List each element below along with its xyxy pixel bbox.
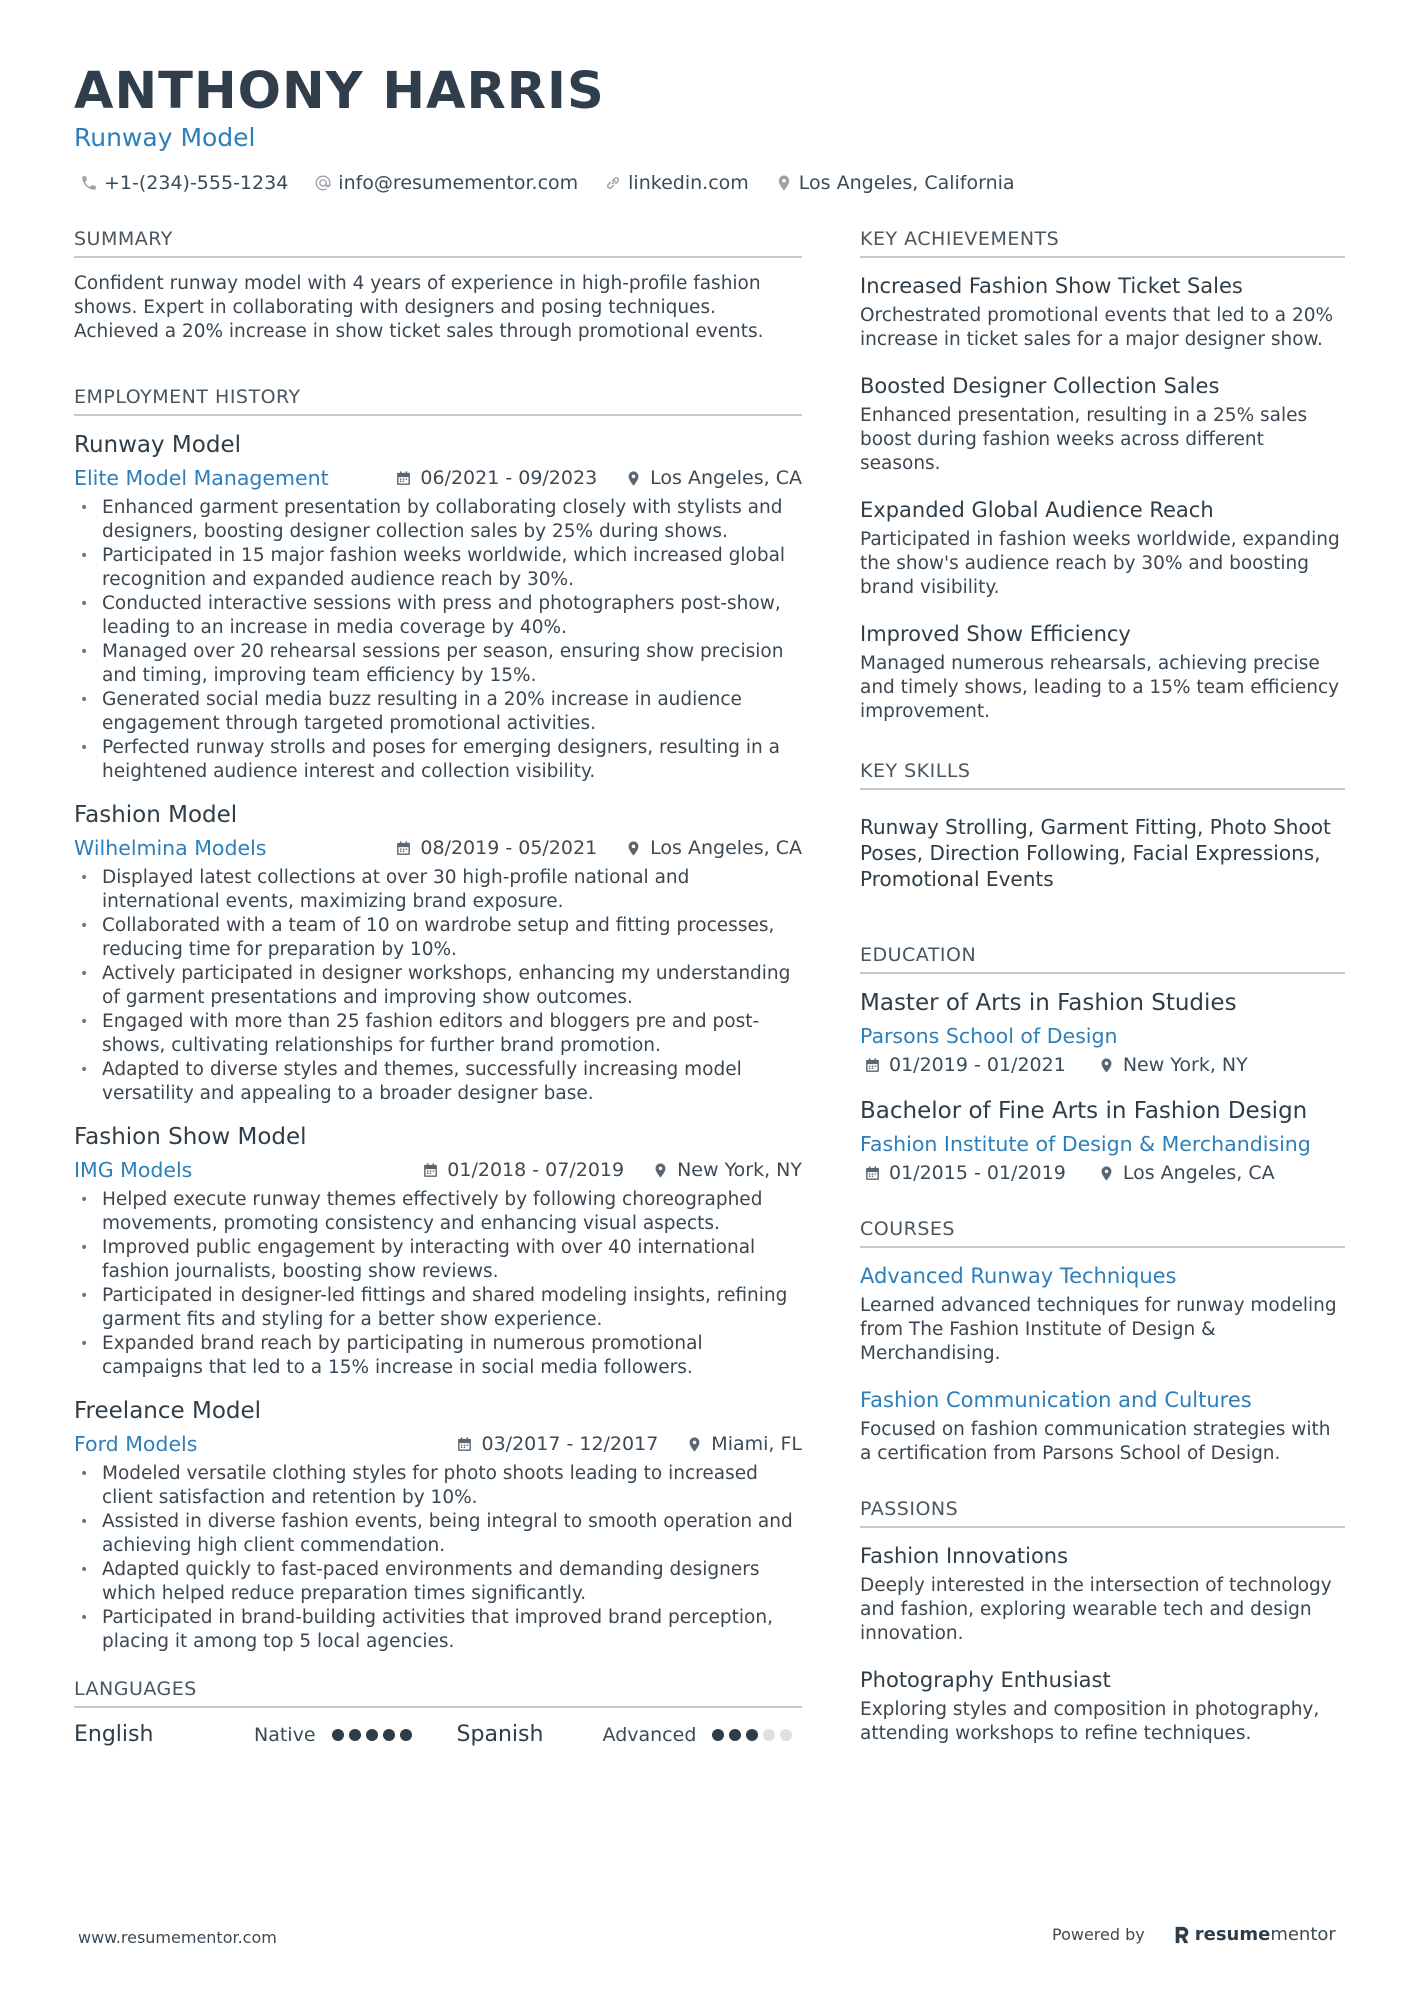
course-title: Fashion Communication and Cultures — [860, 1388, 1252, 1412]
job-entry — [74, 800, 802, 1106]
contact-linkedin[interactable] — [604, 170, 749, 196]
job-dates-location — [395, 837, 802, 859]
education-item — [860, 988, 1345, 1076]
rating-dot — [712, 1729, 724, 1741]
summary-text: Confident runway model with 4 years of experience in high-profile fashion shows. Expert in collaborating with designers and posing techniques. Achieved a 20% increase in show ticket sales through promotional events. — [74, 273, 764, 342]
passion-title: Fashion Innovations — [860, 1544, 1069, 1568]
phone-text: +1-(234)-555-1234 — [104, 172, 289, 194]
education-heading: EDUCATION — [860, 942, 1345, 974]
job-bullet: • Assisted in diverse fashion events, being integral to smooth operation and achieving high client commendation. — [74, 1510, 802, 1558]
achievement-item — [860, 496, 1345, 600]
job-dates: 03/2017 - 12/2017 — [481, 1433, 659, 1455]
rating-dot — [400, 1729, 412, 1741]
calendar-icon — [864, 1165, 881, 1182]
job-location-text: Miami, FL — [711, 1433, 802, 1455]
employment-list — [74, 430, 802, 1654]
language-level: Advanced — [602, 1723, 697, 1746]
skills-text: Runway Strolling, Garment Fitting, Photo Shoot Poses, Direction Following, Facial Expressions, Promotional Events — [860, 815, 1331, 891]
language-rating — [712, 1729, 797, 1741]
passion-title: Photography Enthusiast — [860, 1668, 1111, 1692]
skills-heading: KEY SKILLS — [860, 758, 1345, 790]
achievement-title: Improved Show Efficiency — [860, 622, 1131, 646]
job-bullet: • Helped execute runway themes effectively by following choreographed movements, promoting consistency and enhancing visual aspects. — [74, 1188, 802, 1236]
achievement-item — [860, 372, 1345, 476]
candidate-title: Runway Model — [74, 123, 256, 152]
achievement-item — [860, 620, 1345, 724]
achievement-desc: Enhanced presentation, resulting in a 25% sales boost during fashion weeks across different seasons. — [860, 405, 1308, 474]
brand-bold: resume — [1194, 1924, 1271, 1945]
passion-item — [860, 1542, 1345, 1646]
job-bullet: • Managed over 20 rehearsal sessions per season, ensuring show precision and timing, improving team efficiency by 15%. — [74, 640, 802, 688]
contact-bar — [80, 170, 1041, 196]
achievement-desc: Orchestrated promotional events that led to a 20% increase in ticket sales for a major designer show. — [860, 305, 1334, 350]
job-meta — [74, 1430, 802, 1458]
job-dates-location — [422, 1159, 802, 1181]
job-bullets — [74, 866, 802, 1106]
passion-desc: Exploring styles and composition in photography, attending workshops to refine techniques. — [860, 1699, 1320, 1744]
education-location-text: New York, NY — [1122, 1054, 1248, 1076]
job-bullet: • Collaborated with a team of 10 on wardrobe setup and fitting processes, reducing time for preparation by 10%. — [74, 914, 802, 962]
job-location — [625, 467, 802, 489]
passion-desc: Deeply interested in the intersection of technology and fashion, exploring wearable tech and design innovation. — [860, 1575, 1332, 1644]
achievements-heading: KEY ACHIEVEMENTS — [860, 226, 1345, 258]
job-location-text: Los Angeles, CA — [650, 837, 802, 859]
course-desc: Focused on fashion communication strategies with a certification from Parsons School of Design. — [860, 1419, 1331, 1464]
rating-dot — [763, 1729, 775, 1741]
language-name: Spanish — [456, 1722, 544, 1747]
job-bullet: • Expanded brand reach by participating in numerous promotional campaigns that led to a 15% increase in social media followers. — [74, 1332, 802, 1380]
course-item — [860, 1386, 1345, 1466]
rating-dot — [332, 1729, 344, 1741]
job-bullet: • Participated in brand-building activities that improved brand perception, placing it among top 5 local agencies. — [74, 1606, 802, 1654]
calendar-icon — [395, 470, 412, 487]
achievement-title: Increased Fashion Show Ticket Sales — [860, 274, 1243, 298]
resumementor-logo-icon — [1173, 1925, 1191, 1945]
job-entry — [74, 1396, 802, 1654]
calendar-icon — [864, 1057, 881, 1074]
job-bullets — [74, 496, 802, 784]
passions-heading: PASSIONS — [860, 1496, 1345, 1528]
education-meta — [860, 1054, 1345, 1076]
contact-email[interactable] — [314, 170, 578, 196]
phone-icon — [80, 174, 98, 192]
job-company: IMG Models — [74, 1158, 193, 1182]
job-dates-location — [456, 1433, 802, 1455]
education-location — [1094, 1162, 1275, 1184]
location-pin-icon — [1098, 1057, 1115, 1074]
location-pin-icon — [625, 840, 642, 857]
job-location-text: New York, NY — [677, 1159, 802, 1181]
email-text: info@resumementor.com — [338, 172, 579, 194]
education-location-text: Los Angeles, CA — [1122, 1162, 1275, 1184]
contact-phone[interactable] — [80, 170, 288, 196]
powered-by-text: Powered by — [1052, 1925, 1145, 1944]
job-title: Fashion Show Model — [74, 1124, 307, 1150]
education-meta — [860, 1162, 1345, 1184]
course-title: Advanced Runway Techniques — [860, 1264, 1177, 1288]
languages-row — [74, 1722, 802, 1747]
job-company: Elite Model Management — [74, 466, 329, 490]
courses-list — [860, 1262, 1345, 1466]
job-bullet: • Displayed latest collections at over 30 high-profile national and international events, maximizing brand exposure. — [74, 866, 802, 914]
education-dates: 01/2019 - 01/2021 — [889, 1054, 1066, 1076]
job-bullet: • Enhanced garment presentation by collaborating closely with stylists and designers, boosting designer collection sales by 25% during shows. — [74, 496, 802, 544]
candidate-name: ANTHONY HARRIS — [74, 62, 605, 121]
footer-website[interactable]: www.resumementor.com — [78, 1928, 277, 1947]
location-pin-icon — [652, 1162, 669, 1179]
contact-location — [775, 170, 1015, 196]
brand-logo[interactable] — [1173, 1924, 1336, 1945]
rating-dot — [729, 1729, 741, 1741]
job-entry — [74, 430, 802, 784]
job-bullet: • Actively participated in designer workshops, enhancing my understanding of garment presentations and improving show outcomes. — [74, 962, 802, 1010]
job-meta — [74, 834, 802, 862]
job-company: Ford Models — [74, 1432, 198, 1456]
job-location — [686, 1433, 802, 1455]
education-school: Parsons School of Design — [860, 1024, 1118, 1048]
job-bullet: • Generated social media buzz resulting in a 20% increase in audience engagement through targeted promotional activities. — [74, 688, 802, 736]
linkedin-text: linkedin.com — [628, 172, 749, 194]
left-column — [74, 226, 802, 1747]
education-degree: Bachelor of Fine Arts in Fashion Design — [860, 1098, 1308, 1124]
achievement-item — [860, 272, 1345, 352]
link-icon — [604, 174, 622, 192]
languages-heading: LANGUAGES — [74, 1676, 802, 1708]
achievements-list — [860, 272, 1345, 724]
job-bullet: • Perfected runway strolls and poses for emerging designers, resulting in a heightened audience interest and collection visibility. — [74, 736, 802, 784]
job-bullet: • Engaged with more than 25 fashion editors and bloggers pre and post-shows, cultivating relationships for further brand promotion. — [74, 1010, 802, 1058]
job-bullet: • Improved public engagement by interacting with over 40 international fashion journalists, boosting show reviews. — [74, 1236, 802, 1284]
location-pin-icon — [686, 1436, 703, 1453]
job-location-text: Los Angeles, CA — [650, 467, 802, 489]
achievement-desc: Participated in fashion weeks worldwide, expanding the show's audience reach by 30% and boosting brand visibility. — [860, 529, 1340, 598]
courses-heading: COURSES — [860, 1216, 1345, 1248]
job-dates: 01/2018 - 07/2019 — [447, 1159, 625, 1181]
course-desc: Learned advanced techniques for runway modeling from The Fashion Institute of Design & Merchandising. — [860, 1295, 1337, 1364]
education-list — [860, 988, 1345, 1184]
job-bullet: • Adapted to diverse styles and themes, successfully increasing model versatility and appealing to a broader designer base. — [74, 1058, 802, 1106]
job-bullets — [74, 1462, 802, 1654]
education-school: Fashion Institute of Design & Merchandising — [860, 1132, 1311, 1156]
language-name: English — [74, 1722, 154, 1747]
passion-item — [860, 1666, 1345, 1746]
location-pin-icon — [625, 470, 642, 487]
job-bullet: • Participated in designer-led fittings and shared modeling insights, refining garment fits and styling for a better show experience. — [74, 1284, 802, 1332]
rating-dot — [366, 1729, 378, 1741]
summary-heading: SUMMARY — [74, 226, 802, 258]
rating-dot — [383, 1729, 395, 1741]
job-bullet: • Adapted quickly to fast-paced environments and demanding designers which helped reduce preparation times significantly. — [74, 1558, 802, 1606]
achievement-desc: Managed numerous rehearsals, achieving precise and timely shows, leading to a 15% team efficiency improvement. — [860, 653, 1340, 722]
job-dates-location — [395, 467, 802, 489]
job-meta — [74, 464, 802, 492]
location-text: Los Angeles, California — [798, 172, 1015, 194]
at-icon — [314, 174, 332, 192]
job-bullet: • Modeled versatile clothing styles for photo shoots leading to increased client satisfaction and retention by 10%. — [74, 1462, 802, 1510]
job-dates: 08/2019 - 05/2021 — [420, 837, 598, 859]
rating-dot — [746, 1729, 758, 1741]
job-title: Freelance Model — [74, 1398, 262, 1424]
education-dates: 01/2015 - 01/2019 — [889, 1162, 1066, 1184]
job-location — [652, 1159, 802, 1181]
job-meta — [74, 1156, 802, 1184]
language-level: Native — [254, 1723, 316, 1746]
education-item — [860, 1096, 1345, 1184]
calendar-icon — [422, 1162, 439, 1179]
achievement-title: Boosted Designer Collection Sales — [860, 374, 1220, 398]
passions-list — [860, 1542, 1345, 1746]
education-location — [1094, 1054, 1248, 1076]
job-bullet: • Participated in 15 major fashion weeks worldwide, which increased global recognition and expanded audience reach by 30%. — [74, 544, 802, 592]
language-rating — [332, 1729, 417, 1741]
location-pin-icon — [1098, 1165, 1115, 1182]
job-title: Fashion Model — [74, 802, 238, 828]
job-bullet: • Conducted interactive sessions with press and photographers post-show, leading to an increase in media coverage by 40%. — [74, 592, 802, 640]
job-title: Runway Model — [74, 432, 241, 458]
job-bullets — [74, 1188, 802, 1380]
job-company: Wilhelmina Models — [74, 836, 267, 860]
right-column — [860, 226, 1345, 1766]
rating-dot — [780, 1729, 792, 1741]
course-item — [860, 1262, 1345, 1366]
footer-branding — [1052, 1924, 1336, 1945]
job-dates: 06/2021 - 09/2023 — [420, 467, 598, 489]
job-location — [625, 837, 802, 859]
achievement-title: Expanded Global Audience Reach — [860, 498, 1214, 522]
location-pin-icon — [775, 174, 793, 192]
employment-heading: EMPLOYMENT HISTORY — [74, 384, 802, 416]
brand-rest: mentor — [1270, 1924, 1336, 1945]
education-degree: Master of Arts in Fashion Studies — [860, 990, 1237, 1016]
calendar-icon — [395, 840, 412, 857]
calendar-icon — [456, 1436, 473, 1453]
rating-dot — [349, 1729, 361, 1741]
job-entry — [74, 1122, 802, 1380]
